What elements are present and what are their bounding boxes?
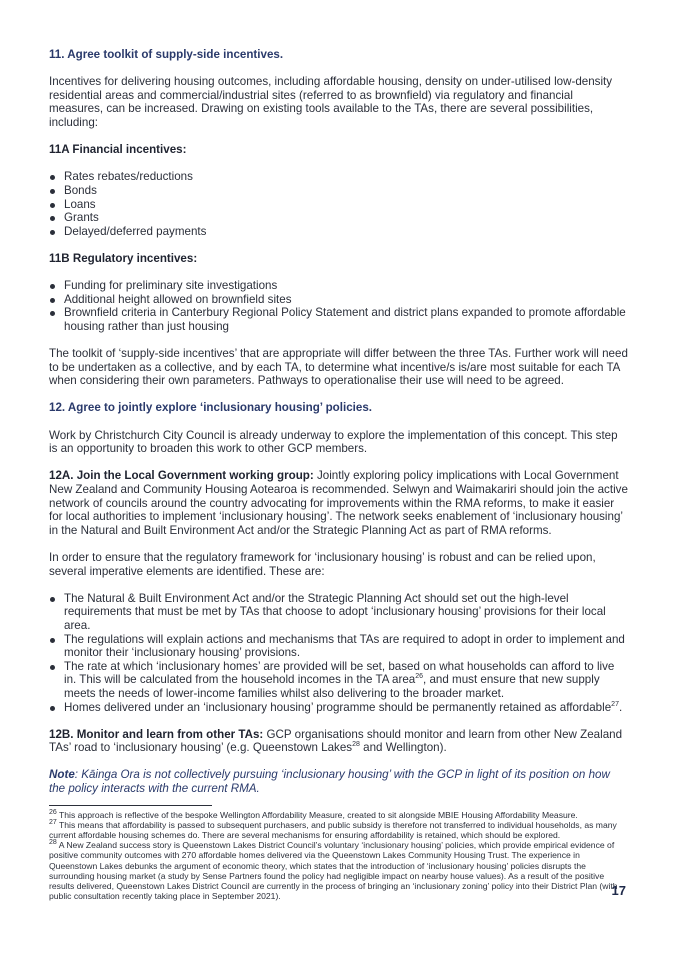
- element-text: The rate at which ‘inclusionary homes’ are provided will be set, based on what households can afford to live in. This will be calculated from the household incomes in the TA area: [64, 659, 615, 687]
- section-12b-lead: 12B. Monitor and learn from other TAs:: [49, 727, 264, 741]
- regulatory-incentives-heading: 11B Regulatory incentives:: [49, 251, 198, 265]
- footnote-divider: [49, 805, 212, 806]
- page-number: 17: [611, 883, 626, 898]
- note-text: : Kāinga Ora is not collectively pursuing ‘inclusionary housing’ with the GCP in light of its position on how the policy interacts with the current RMA.: [49, 768, 610, 796]
- footnote-text: A New Zealand success story is Queenstown Lakes District Council’s voluntary ‘inclusionary housing’ policies, which provide empirical evidence of positive community outcomes with 270 affordable homes delivered via the Queenstown Lakes Community Housing Trust. The experience in Queenstown Lakes debunks the argument of economic theory, which states that the introduction of ‘inclusionary housing’ policies disrupts the surrounding housing market (a study by Sense Partners found the policy had negligible impact on nearby house values). As a result of the positive results delivered, Queenstown Lakes District Council are currently in the process of bringing an ‘inclusionary zoning’ policy into their District Plan (with public consultation recently taking place in September 2021).: [49, 840, 618, 902]
- regulatory-incentives-list: [49, 279, 629, 333]
- section-11-intro: Incentives for delivering housing outcomes, including affordable housing, density on under-utilised low-density residential areas and commercial/industrial sites (referred to as brownfield) via regulatory and financial measures, can be increased. Drawing on existing tools available to the TAs, there are several possibilities, including:: [49, 75, 613, 129]
- section-11-heading: 11. Agree toolkit of supply-side incentives.: [49, 48, 284, 61]
- list-item: Funding for preliminary site investigations: [49, 279, 629, 293]
- imperative-elements-list: [49, 592, 629, 714]
- footnote-28: [49, 840, 629, 901]
- footnote-number: 27: [49, 819, 57, 826]
- section-12a-lead: 12A. Join the Local Government working group:: [49, 469, 314, 483]
- section-12a-text: Jointly exploring policy implications with Local Government New Zealand and Community Housing Aotearoa is recommended. Selwyn and Waimakariri should join the active network of councils around the country advocating for improvements within the RMA reforms, to make it easier for local authorities to implement ‘inclusionary housing’. The network seeks enablement of ‘inclusionary housing’ in the Natural and Built Environment Act and/or the Strategic Planning Act as part of RMA reforms.: [49, 469, 628, 537]
- section-12b-paragraph: [49, 728, 629, 755]
- footnote-number: 26: [49, 808, 57, 816]
- section-12b-text: GCP organisations should monitor and learn from other New Zealand TAs’ road to ‘inclusionary housing’ (e.g. Queenstown Lakes: [49, 727, 623, 755]
- element-text: , and must ensure that new supply meets the needs of lower-income families whilst also delivering to the broader market.: [64, 673, 600, 700]
- footnote-ref-28[interactable]: 28: [352, 741, 360, 749]
- list-item: Additional height allowed on brownfield sites: [49, 293, 629, 307]
- financial-incentives-heading: 11A Financial incentives:: [49, 143, 187, 157]
- footnote-27: [49, 820, 629, 840]
- section-12a-paragraph: [49, 469, 629, 537]
- list-item: [49, 660, 629, 701]
- element-text: .: [618, 700, 623, 714]
- section-12b-text: and Wellington).: [359, 741, 447, 755]
- list-item: Loans: [49, 198, 629, 212]
- framework-intro: In order to ensure that the regulatory framework for ‘inclusionary housing’ is robust and can be relied upon, several imperative elements are identified. These are:: [49, 550, 596, 578]
- list-item: Brownfield criteria in Canterbury Regional Policy Statement and district plans expanded to promote affordable housing rather than just housing: [49, 306, 629, 333]
- list-item: The Natural & Built Environment Act and/or the Strategic Planning Act should set out the high-level requirements that must be met by TAs that choose to adopt ‘inclusionary housing’ provisions for their local area.: [49, 592, 629, 633]
- footnote-number: 28: [49, 839, 57, 847]
- element-text: Homes delivered under an ‘inclusionary housing’ programme should be permanently retained as affordable: [64, 700, 612, 714]
- footnotes: [49, 810, 629, 902]
- section-11-closing: The toolkit of ‘supply-side incentives’ that are appropriate will differ between the three TAs. Further work will need to be undertaken as a collective, and by each TA, to determine what incentive/s is/are most suitable for each TA when considering their own parameters. Pathways to operationalise their use will need to be agreed.: [49, 347, 628, 388]
- financial-incentives-list: [49, 170, 629, 238]
- list-item: Delayed/deferred payments: [49, 225, 629, 239]
- list-item: Grants: [49, 211, 629, 225]
- list-item: The regulations will explain actions and mechanisms that TAs are required to adopt in order to implement and monitor their ‘inclusionary housing’ provisions.: [49, 633, 629, 660]
- footnote-text: This approach is reflective of the bespoke Wellington Affordability Measure, created to sit alongside MBIE Housing Affordability Measure.: [56, 809, 578, 820]
- list-item: [49, 701, 629, 715]
- section-12-intro: Work by Christchurch City Council is already underway to explore the implementation of this concept. This step is an opportunity to broaden this work to other GCP members.: [49, 428, 618, 456]
- list-item: Rates rebates/reductions: [49, 170, 629, 184]
- footnote-ref-27[interactable]: 27: [611, 700, 619, 708]
- note-paragraph: [49, 768, 629, 795]
- list-item: Bonds: [49, 184, 629, 198]
- footnote-ref-26[interactable]: 26: [415, 673, 424, 681]
- footnote-26: [49, 810, 629, 820]
- note-lead: Note: [49, 768, 75, 782]
- document-page: [49, 48, 629, 901]
- footnote-text: This means that affordability is passed to subsequent purchasers, and public subsidy is therefore not transferred to individual households, as many current affordable housing schemes do. There are several mechanisms for ensuring affordability is retained, which should be explored.: [49, 819, 617, 841]
- section-12-heading: 12. Agree to jointly explore ‘inclusionary housing’ policies.: [49, 401, 372, 415]
